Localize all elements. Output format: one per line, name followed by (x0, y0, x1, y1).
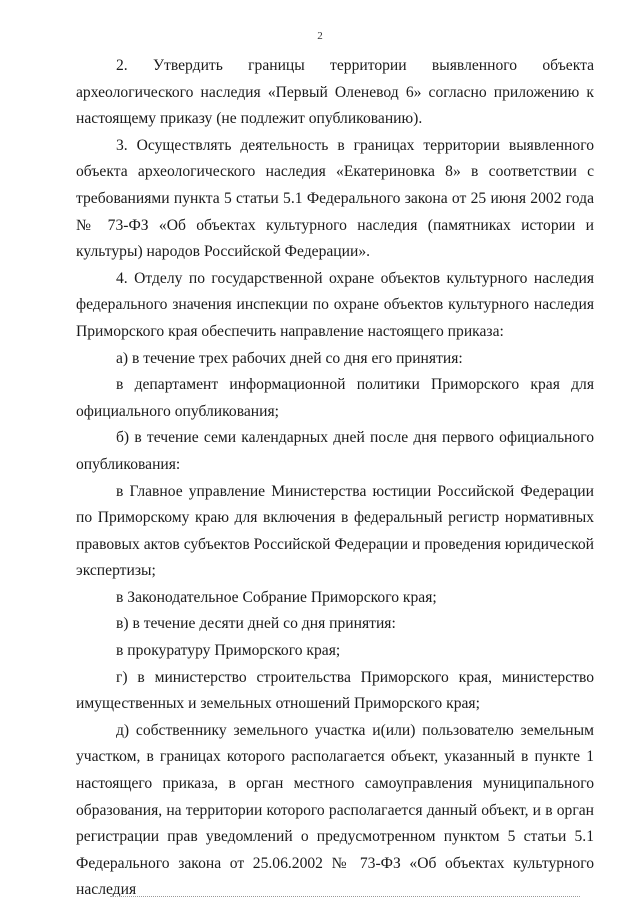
bottom-divider (110, 896, 580, 897)
page-number: 2 (317, 30, 323, 42)
paragraph-recipient-prosecutor: в прокуратуру Приморского края; (116, 642, 341, 660)
paragraph-item-3-activity: 3. Осуществлять деятельность в границах территории выявленного объекта археологического наследия «Екатериновка 8» в соответствии с требованиями пункта 5 статьи 5.1 Федерального закона от 25 июня 2002 года № 73-ФЗ «Об объектах культурного наследия (памятниках истории и культуры) народов Российской Федерации». (76, 136, 594, 261)
paragraph-item-2-boundaries: 2. Утвердить границы территории выявленного объекта археологического наследия «Первый Оленевод 6» согласно приложению к настоящему приказу (не подлежит опубликованию). (76, 57, 594, 128)
paragraph-recipient-legislative-assembly: в Законодательное Собрание Приморского края; (116, 588, 437, 606)
document-body (76, 53, 594, 904)
paragraph-subitem-a: а) в течение трех рабочих дней со дня его принятия: (116, 349, 463, 367)
paragraph-subitem-d: д) собственнику земельного участка и(или) пользователю земельным участком, в границах которого располагается объект, указанный в пункте 1 настоящего приказа, в орган местного самоуправления муниципального образования, на территории которого располагается данный объект, и в орган регистрации прав уведомлений о предусмотренном пунктом 5 статьи 5.1 Федерального закона от 25.06.2002 № 73-ФЗ «Об объектах культурного наследия (76, 721, 594, 899)
paragraph-recipient-info-policy: в департамент информационной политики Приморского края для официального опубликования; (76, 376, 594, 420)
paragraph-subitem-g: г) в министерство строительства Приморского края, министерство имущественных и земельных отношений Приморского края; (76, 668, 594, 713)
paragraph-subitem-v: в) в течение десяти дней со дня принятия: (116, 615, 396, 633)
paragraph-item-4-department: 4. Отделу по государственной охране объектов культурного наследия федерального значения инспекции по охране объектов культурного наследия Приморского края обеспечить направление настоящего приказа: (76, 269, 594, 340)
paragraph-recipient-ministry-justice: в Главное управление Министерства юстиции Российской Федерации по Приморскому краю для включения в федеральный регистр нормативных правовых актов субъектов Российской Федерации и проведения юридической экспертизы; (76, 482, 594, 580)
paragraph-subitem-b: б) в течение семи календарных дней после дня первого официального опубликования: (76, 429, 594, 473)
